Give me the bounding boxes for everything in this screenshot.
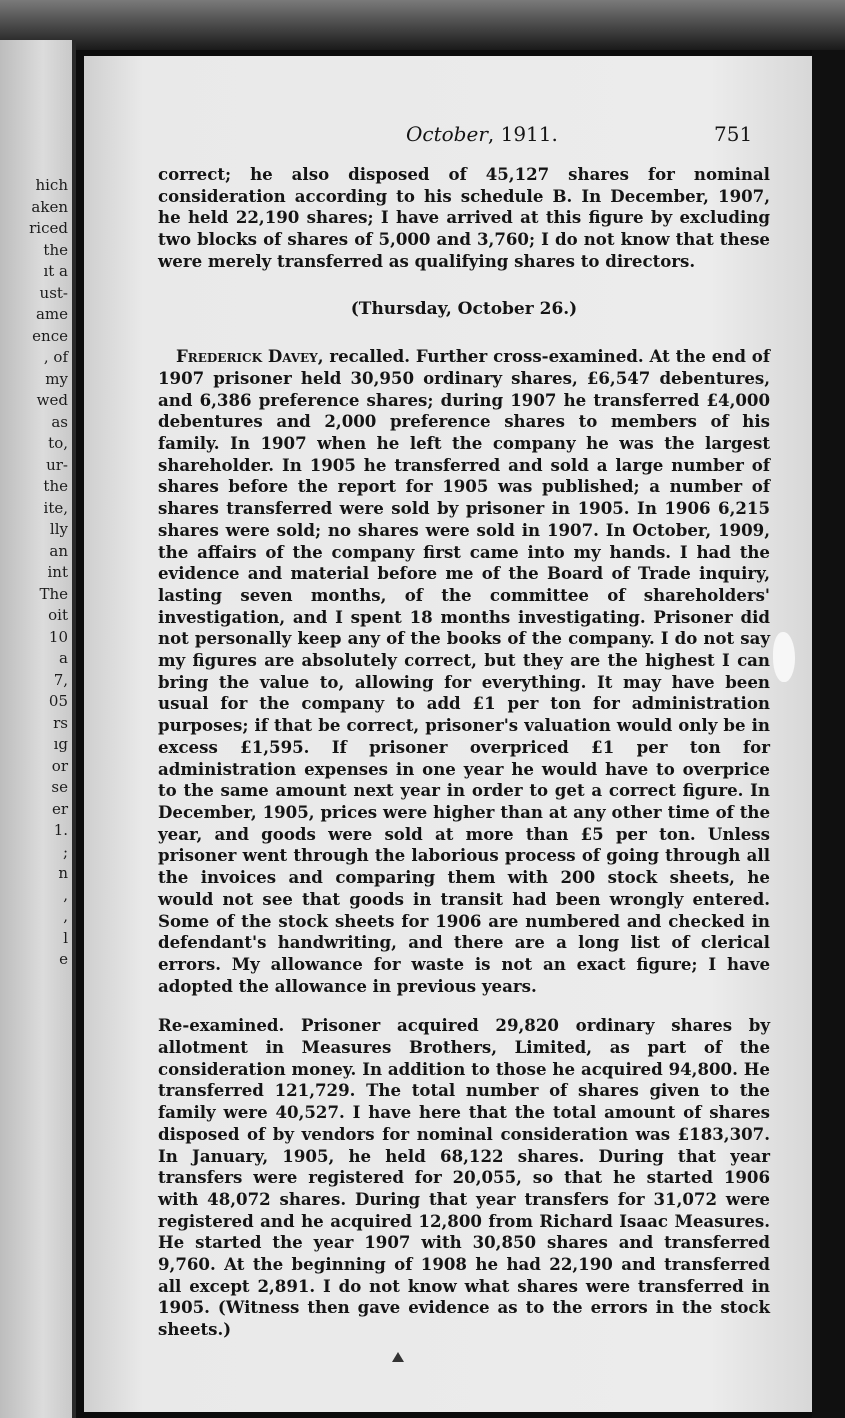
left-page-fragment: lly	[49, 520, 68, 538]
witness-name: Frederick Davey	[176, 346, 318, 367]
left-page-fragment: the	[43, 240, 68, 259]
left-page-fragment: as	[51, 412, 68, 431]
paragraph-cross-examination	[158, 346, 770, 997]
left-page-fragment: ,	[63, 907, 68, 925]
left-page-fragment: the	[43, 477, 68, 495]
left-page-fragment: 7,	[53, 670, 68, 689]
header-date	[406, 122, 558, 146]
document-page	[84, 56, 820, 1412]
left-page-fragment: rs	[53, 713, 68, 732]
left-page-fragment: ence	[32, 326, 68, 345]
header-month: October	[406, 122, 488, 146]
left-page-fragment: ,	[63, 885, 68, 904]
cross-examination-text: , recalled. Further cross-examined. At the end of 1907 prisoner held 30,950 ordinary shares, £6,547 debentures, and 6,386 preference shares; during 1907 he transferred £4,000 debentures and 2,000 preference shares to members of his family. In 1907 when he left the company he was the largest shareholder. In 1905 he transferred and sold a large number of shares before the report for 1905 was published; a number of shares transferred were sold by prisoner in 1905. In 1906 6,215 shares were sold; no shares were sold in 1907. In October, 1909, the affairs of the company first came into my hands. I had the evidence and material before me of the Board of Trade inquiry, lasting seven months, of the committee of shareholders' investigation, and I spent 18 months investigating. Prisoner did not personally keep any of the books of the company. I do not say my figures are absolutely correct, but they are the highest I can bring the value to, allowing for everything. It may have been usual for the company to add £1 per ton for administration purposes; if that be correct, prisoner's valuation would only be in excess £1,595. If prisoner overpriced £1 per ton for administration expenses in one year he would have to overprice to the same amount next year in order to get a correct figure. In December, 1905, prices were higher than at any other time of the year, and goods were sold at more than £5 per ton. Unless prisoner went through the laborious process of going through all the invoices and comparing them with 200 stock sheets, he would not see that goods in transit had been wrongly entered. Some of the stock sheets for 1906 are numbered and checked in defendant's handwriting, and there are a long list of clerical errors. My allowance for waste is not an exact figure; I have adopted the allowance in previous years.	[158, 346, 770, 996]
left-page-fragment: , of	[43, 348, 68, 366]
left-page-fragment: ;	[62, 842, 68, 861]
left-page-fragment: ıt a	[43, 262, 68, 280]
left-page-fragment: ur-	[46, 455, 68, 474]
left-page-fragment: aken	[31, 197, 68, 216]
running-header	[84, 122, 820, 152]
left-page-fragment: 1.	[53, 821, 68, 839]
previous-page-edge	[0, 40, 76, 1418]
left-page-fragment: ame	[35, 305, 68, 323]
date-heading: (Thursday, October 26.)	[350, 298, 578, 319]
left-page-fragment: an	[49, 541, 68, 560]
left-page-fragment: a	[59, 649, 68, 667]
left-page-fragment: se	[51, 778, 68, 796]
left-page-fragment: e	[59, 950, 68, 968]
paragraph-continued: correct; he also disposed of 45,127 shares for nominal consideration according to his schedule B. In December, 1907, he held 22,190 shares; I have arrived at this figure by excluding two blocks of shares of 5,000 and 3,760; I do not know that these were merely transferred as qualifying shares to directors.	[158, 164, 770, 271]
scan-top-edge	[0, 0, 845, 50]
left-page-fragment: int	[47, 563, 68, 581]
body-text	[158, 164, 770, 1341]
left-page-fragment: 05	[48, 692, 68, 710]
left-page-fragment: wed	[36, 391, 68, 409]
left-page-fragment: my	[45, 369, 68, 388]
paragraph-re-examination: Re-examined. Prisoner acquired 29,820 ordinary shares by allotment in Measures Brothers, Limited, as part of the consideration money. In addition to those he acquired 94,800. He transferred 121,729. The total number of shares given to the family were 40,527. I have here that the total amount of shares disposed of by vendors for nominal consideration was £183,307. In January, 1905, he held 68,122 shares. During that year transfers were registered for 20,055, so that he started 1906 with 48,072 shares. During that year transfers for 31,072 were registered and he acquired 12,800 from Richard Isaac Measures. He started the year 1907 with 30,850 shares and transferred 9,760. At the beginning of 1908 he had 22,190 and transferred all except 2,891. I do not know what shares were transferred in 1905. (Witness then gave evidence as to the errors in the stock sheets.)	[158, 1015, 770, 1340]
left-page-fragment: ust-	[39, 283, 68, 302]
left-page-fragment: to,	[48, 434, 68, 452]
left-page-fragment: hich	[35, 176, 68, 194]
left-page-fragment: er	[51, 799, 68, 818]
left-page-fragment: The	[39, 584, 68, 603]
left-page-fragment: ite,	[43, 498, 68, 517]
left-page-fragment: n	[58, 864, 68, 882]
left-page-fragment: oit	[48, 606, 68, 624]
header-year: , 1911.	[487, 122, 558, 146]
page-number: 751	[714, 122, 753, 146]
left-page-fragment: ıg	[53, 735, 68, 753]
left-page-fragment: 10	[48, 627, 68, 646]
scan-marker	[392, 1352, 404, 1362]
scan-right-edge	[812, 50, 845, 1418]
paper-smudge	[773, 632, 795, 682]
left-page-fragment: l	[63, 928, 68, 947]
left-page-fragment: riced	[29, 219, 68, 237]
left-page-fragment: or	[51, 756, 68, 775]
